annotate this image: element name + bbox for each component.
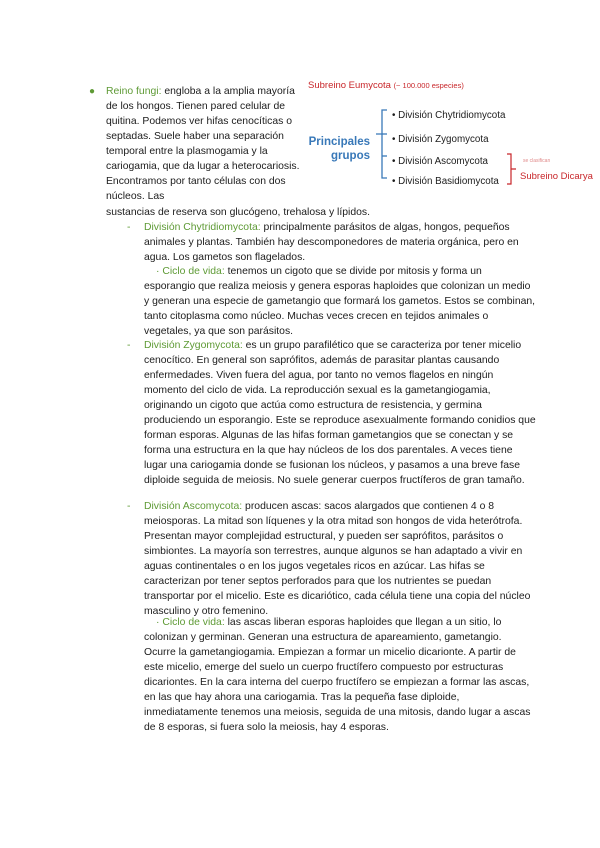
chytridiomycota-section	[127, 220, 536, 265]
ascomycota-label: División Ascomycota:	[144, 501, 243, 512]
diagram-title	[308, 80, 464, 91]
groups-brace-icon	[376, 104, 388, 184]
dash-marker: -	[127, 222, 131, 233]
chytridiomycota-ciclo	[144, 264, 536, 339]
zygomycota-section	[127, 338, 536, 488]
chytridiomycota-ciclo-label: · Ciclo de vida:	[156, 266, 225, 277]
dash-marker: -	[127, 340, 131, 351]
dicarya-brace-icon	[506, 152, 516, 186]
principales-grupos-label: Principales grupos	[308, 136, 370, 162]
subreino-dicarya-label: Subreino Dicarya	[520, 171, 593, 182]
bullet-icon: ●	[89, 86, 96, 97]
diagram-title-text: Subreino Eumycota	[308, 80, 391, 91]
ascomycota-ciclo	[144, 615, 536, 735]
ascomycota-ciclo-text: las ascas liberan esporas haploides que llegan a un sitio, lo colonizan y germinan. Generan una estructura de apareamiento, gametangio. Ocurre la gametangiogamia. Empiezan a formar un micelio dicarionte. A partir de este micelio, emerge del suelo un cuerpo fructífero compuesto por estructuras dicariontes. En la cara interna del cuerpo fructífero se empiezan a formar las ascas, en las que hay ahora una cariogamia. Tras la pequeña fase diploide, inmediatamente tenemos una meiosis, seguida de una mitosis, dando lugar a ascas de 8 esporas, si fuera solo la meiosis, hay 4 esporas.	[144, 617, 531, 733]
classification-diagram	[300, 80, 600, 190]
reino-fungi-label: Reino fungi:	[106, 86, 162, 97]
chytridiomycota-label: División Chytridiomycota:	[144, 222, 261, 233]
division-ascomycota-item: • División Ascomycota	[392, 156, 488, 167]
chytridiomycota-text: principalmente parásitos de algas, hongos, pequeños animales y plantas. También hay descomponedores de materia orgánica, pero en agua. Los gametos son flagelados.	[144, 222, 519, 263]
division-basidiomycota-item: • División Basidiomycota	[392, 176, 499, 187]
zygomycota-label: División Zygomycota:	[144, 340, 243, 351]
division-zygomycota-item: • División Zygomycota	[392, 134, 489, 145]
division-chytridiomycota-item: • División Chytridiomycota	[392, 110, 506, 121]
dicarya-note: se clasifican	[523, 158, 551, 164]
diagram-title-note: (~ 100.000 especies)	[393, 81, 464, 90]
intro-continuation: sustancias de reserva son glucógeno, trehalosa y lípidos.	[106, 207, 370, 218]
zygomycota-text: es un grupo parafilético que se caracteriza por tener micelio cenocítico. En general son saprófitos, además de parasitar plantas causando enfermedades. Viven fuera del agua, por tanto no vemos flagelos en ningún momento del ciclo de vida. La reproducción sexual es la gametangiogamia, originando un cigoto que actúa como estructura de resistencia, y germina produciendo un esporangio. Este se reproduce asexualmente formando conidios que forman esporas. Algunas de las hifas forman gametangios que se conectan y se forma una estructura en la que hay núcleos de los dos parentales. A veces tiene lugar una cariogamia donde se fusionan los núcleos, y pasamos a una breve fase diploide seguida de meiosis. No suele generar cuerpos fructíferos de gran tamaño.	[144, 340, 536, 486]
ascomycota-ciclo-label: · Ciclo de vida:	[156, 617, 225, 628]
ascomycota-section	[127, 499, 536, 619]
intro-paragraph	[89, 84, 306, 204]
ascomycota-text: producen ascas: sacos alargados que contienen 4 o 8 meiosporas. La mitad son líquenes y la otra mitad son hongos de vida heterótrofa. Presentan mayor complejidad estructural, y pueden ser saprófitos, parásitos o simbiontes. La mayoría son terrestres, aunque algunos se han adaptado a vivir en aguas continentales o en los jugos vegetales ricos en azúcar. Las hifas se caracterizan por tener septos perforados para que los nutrientes se puedan transportar por el micelio. Este es dicariótico, cada célula tiene una copia del núcleo masculino y otro femenino.	[144, 501, 531, 617]
dash-marker: -	[127, 501, 131, 512]
chytridiomycota-ciclo-text: tenemos un cigoto que se divide por mitosis y forma un esporangio que realiza meiosis y genera esporas haploides que colonizan un medio y generan una especie de gametangio que formará los gametos. Estos se combinan, tanto citoplasma como núcleo. Muchas veces crecen en tejidos animales o vegetales, ya que son parásitos.	[144, 266, 536, 337]
intro-text: engloba a la amplia mayoría de los hongos. Tienen pared celular de quitina. Podemos ver hifas cenocíticas o septadas. Suele haber una separación temporal entre la plasmogamia y la cariogamia, que da lugar a heterocariosis. Encontramos por tanto células con dos núcleos. Las	[106, 86, 300, 202]
